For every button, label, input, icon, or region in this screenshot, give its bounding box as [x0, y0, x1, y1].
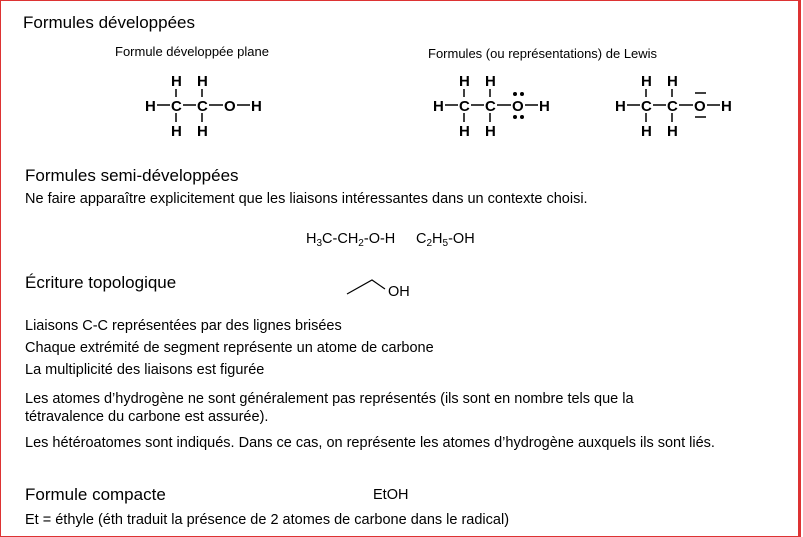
section-title-semi: Formules semi-développées [25, 166, 239, 185]
atom-h: H [721, 98, 732, 115]
atom-c: C [197, 98, 208, 115]
structural-formula-plane [140, 68, 270, 143]
atom-o: O [224, 98, 236, 115]
plane-formula-label: Formule développée plane [115, 44, 269, 59]
atom-labels [433, 73, 550, 140]
atom-h: H [197, 73, 208, 90]
atom-o: O [694, 98, 706, 115]
lewis-formula-dots [428, 68, 558, 143]
atom-h: H [171, 73, 182, 90]
atom-h: H [459, 73, 470, 90]
semi-formula-2: $C_2H_5-OH$ [416, 231, 475, 249]
atom-h: H [433, 98, 444, 115]
skeletal-formula [345, 276, 390, 298]
atom-h: H [539, 98, 550, 115]
atom-c: C [667, 98, 678, 115]
atom-h: H [251, 98, 262, 115]
compact-note: Et = éthyle (éth traduit la présence de 2 atomes de carbone dans le radical) [25, 512, 510, 528]
atom-h: H [459, 123, 470, 140]
lewis-formula-bars [610, 68, 740, 143]
topo-line-1: Liaisons C-C représentées par des lignes brisées [25, 318, 342, 334]
semi-formula-1: $H_3C-CH_2-O-H$ [306, 231, 396, 249]
atom-h: H [145, 98, 156, 115]
skeletal-oh-label: OH [388, 284, 410, 300]
atom-h: H [641, 73, 652, 90]
atom-labels [615, 73, 732, 140]
compact-formula: EtOH [373, 487, 409, 503]
atom-c: C [459, 98, 470, 115]
atom-h: H [197, 123, 208, 140]
topo-paragraph-1b: tétravalence du carbone est assurée). [25, 409, 269, 425]
topo-line-3: La multiplicité des liaisons est figurée [25, 362, 265, 378]
atom-h: H [667, 123, 678, 140]
topo-paragraph-2: Les hétéroatomes sont indiqués. Dans ce cas, on représente les atomes d’hydrogène auxquels ils sont liés. [25, 435, 715, 451]
section-title-compacte: Formule compacte [25, 485, 166, 504]
atom-h: H [171, 123, 182, 140]
atom-h: H [615, 98, 626, 115]
atom-h: H [485, 123, 496, 140]
topo-line-2: Chaque extrémité de segment représente un atome de carbone [25, 340, 434, 356]
atom-c: C [641, 98, 652, 115]
atom-h: H [667, 73, 678, 90]
section-title-topo: Écriture topologique [25, 273, 177, 292]
atom-o: O [512, 98, 524, 115]
semi-description: Ne faire apparaître explicitement que les liaisons intéressantes dans un contexte choisi. [25, 191, 588, 207]
atom-h: H [641, 123, 652, 140]
lewis-formula-label: Formules (ou représentations) de Lewis [428, 46, 658, 61]
atom-c: C [485, 98, 496, 115]
atom-labels [145, 73, 262, 140]
atom-c: C [171, 98, 182, 115]
atom-h: H [485, 73, 496, 90]
topo-paragraph-1a: Les atomes d’hydrogène ne sont généralement pas représentés (ils sont en nombre tels que la [25, 391, 634, 407]
section-title-developpees: Formules développées [23, 13, 195, 32]
